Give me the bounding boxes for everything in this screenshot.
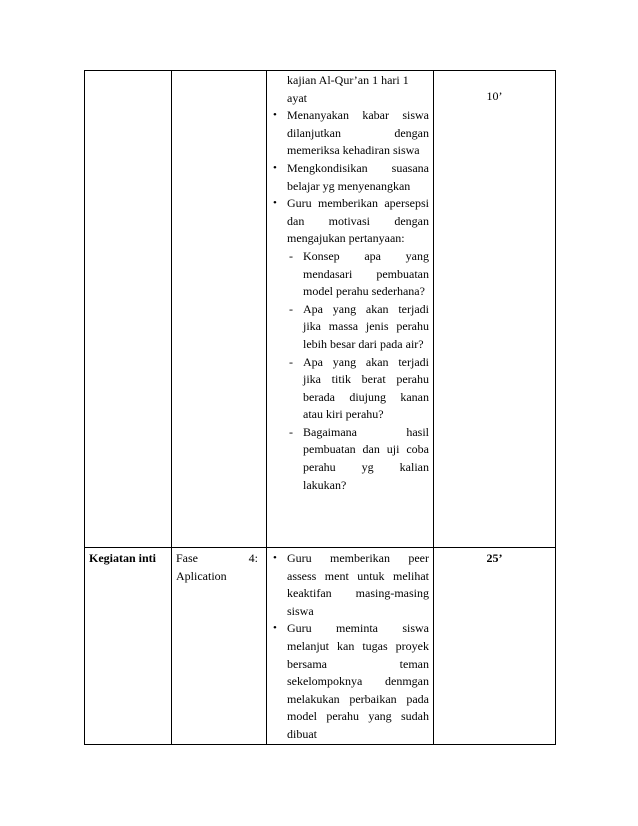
- list-item: [267, 195, 429, 494]
- bullet-icon: •: [273, 197, 277, 210]
- bullet-list: [267, 550, 433, 744]
- activity-cell: [85, 548, 172, 745]
- bullet-icon: •: [273, 161, 277, 174]
- question-item: [287, 301, 429, 354]
- list-item-text: Mengkondisikan suasana belajar yg menyenangkan: [287, 160, 429, 193]
- bullet-icon: •: [273, 622, 277, 635]
- dash-icon: -: [289, 301, 293, 316]
- bullet-icon: •: [273, 552, 277, 564]
- dash-icon: -: [289, 354, 293, 369]
- phase-name: Aplication: [176, 568, 227, 583]
- time-cell: [434, 548, 556, 745]
- activity-label: Kegiatan inti: [89, 551, 157, 565]
- list-item: [267, 620, 429, 743]
- list-item: [267, 550, 429, 620]
- question-item: [287, 424, 429, 494]
- prelude-text: [267, 72, 433, 107]
- description-cell: [267, 71, 434, 548]
- list-item: [267, 107, 429, 160]
- list-item-text: Guru memberikan apersepsi dan motivasi dengan mengajukan pertanyaan:: [287, 196, 429, 246]
- dash-icon: -: [289, 248, 293, 263]
- question-item: [287, 354, 429, 424]
- lesson-plan-table: [84, 70, 556, 745]
- activity-cell-empty: [85, 71, 172, 548]
- phase-cell: [172, 548, 267, 745]
- phase-label: Fase: [176, 551, 198, 565]
- dash-icon: -: [289, 424, 293, 439]
- list-item-text: Guru memberikan peer assess ment untuk melihat keaktifan masing-masing siswa: [287, 551, 429, 618]
- question-text: Apa yang akan terjadi jika massa jenis perahu lebih besar dari pada air?: [303, 301, 429, 351]
- list-item-text: Guru meminta siswa melanjut kan tugas proyek bersama teman sekelompoknya denmgan melakukan perbaikan pada model perahu yang sudah dibuat: [287, 621, 429, 741]
- question-text: Konsep apa yang mendasari pembuatan model perahu sederhana?: [303, 248, 429, 299]
- time-cell: [434, 71, 556, 548]
- bullet-list: [267, 107, 433, 494]
- prelude-line: kajian Al-Qur’an 1 hari 1: [287, 73, 409, 87]
- question-list: [287, 248, 429, 494]
- list-item: [267, 160, 429, 195]
- question-item: [287, 248, 429, 301]
- description-cell: [267, 548, 434, 745]
- bullet-icon: •: [273, 109, 277, 122]
- question-text: Apa yang akan terjadi jika titik berat perahu berada diujung kanan atau kiri perahu?: [303, 354, 429, 422]
- list-item-text: Menanyakan kabar siswa dilanjutkan dengan memeriksa kehadiran siswa: [287, 108, 429, 158]
- time-value: 25’: [486, 551, 503, 565]
- table-row: [85, 548, 556, 745]
- prelude-line: ayat: [287, 90, 307, 105]
- time-value: 10’: [486, 89, 503, 103]
- phase-text: [172, 548, 266, 585]
- phase-cell-empty: [172, 71, 267, 548]
- question-text: Bagaimana hasil pembuatan dan uji coba perahu yg kalian lakukan?: [303, 424, 429, 492]
- phase-number: 4:: [248, 551, 258, 565]
- table-row: [85, 71, 556, 548]
